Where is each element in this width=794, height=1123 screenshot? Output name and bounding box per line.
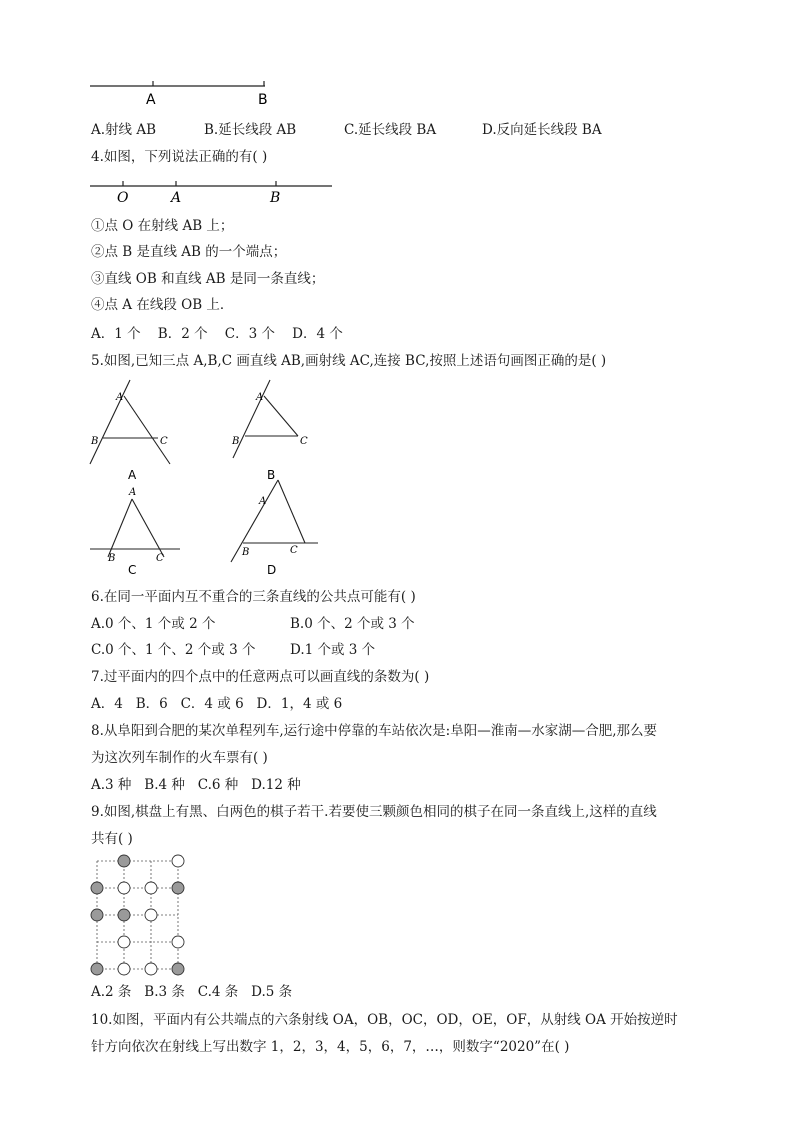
- q5-a-label-a: A: [116, 392, 124, 403]
- q5-a-label-c: C: [160, 436, 168, 447]
- q4-line-figure: [90, 180, 340, 206]
- q4-label-a: A: [171, 190, 182, 206]
- q5-figure-d: [228, 480, 328, 580]
- q4-label-b: B: [270, 190, 281, 206]
- q8-stem-line1: 8.从阜阳到合肥的某次单程列车,运行途中停靠的车站依次是:阜阳—淮南—水家湖—合肥,那么要: [91, 723, 658, 739]
- q3-label-b: B: [258, 92, 268, 108]
- q9-chessboard-figure: [90, 853, 190, 975]
- q10-stem-line2: 针方向依次在射线上写出数字 1，2，3，4，5，6，7，…，则数字“2020”在( ): [91, 1039, 570, 1055]
- q4-statement-2: ②点 B 是直线 AB 的一个端点；: [91, 244, 287, 260]
- q5-b-label-c: C: [300, 436, 308, 447]
- q4-stem: 4.如图，下列说法正确的有( ): [91, 149, 268, 165]
- black-stone: [172, 963, 184, 975]
- black-stone: [118, 909, 130, 921]
- white-stone: [172, 936, 184, 948]
- q6-option-b: B.0 个、2 个或 3 个: [290, 616, 415, 632]
- q4-statement-3: ③直线 OB 和直线 AB 是同一条直线；: [91, 271, 325, 287]
- q6-stem: 6.在同一平面内互不重合的三条直线的公共点可能有( ): [91, 589, 416, 605]
- q5-c-label-b: B: [108, 553, 116, 564]
- q5-c-label-c: C: [156, 553, 164, 564]
- q5-figure-c: [88, 487, 188, 595]
- q10-stem-line1: 10.如图，平面内有公共端点的六条射线 OA，OB，OC，OD，OE，OF，从射线 OA 开始按逆时: [91, 1012, 678, 1028]
- q4-statement-1: ①点 O 在射线 AB 上；: [91, 218, 234, 234]
- q5-figure-a: [88, 380, 188, 485]
- q4-statement-4: ④点 A 在线段 OB 上．: [91, 297, 234, 313]
- black-stone: [118, 855, 130, 867]
- white-stone: [118, 963, 130, 975]
- q7-options: A．4 B．6 C．4 或 6 D．1，4 或 6: [91, 696, 343, 712]
- q6-option-c: C.0 个、1 个、2 个或 3 个: [91, 642, 256, 658]
- q5-figure-b: [228, 380, 328, 485]
- q5-c-caption: C: [128, 563, 137, 577]
- q6-option-a: A.0 个、1 个或 2 个: [91, 616, 216, 632]
- q7-stem: 7.过平面内的四个点中的任意两点可以画直线的条数为( ): [91, 669, 430, 685]
- q5-d-label-b: B: [242, 547, 250, 558]
- black-stone: [91, 909, 103, 921]
- white-stone: [172, 855, 184, 867]
- q3-option-a: A.射线 AB: [91, 122, 157, 138]
- q3-segment-figure: [90, 78, 280, 110]
- q5-a-caption: A: [128, 468, 137, 482]
- q9-options: A.2 条 B.3 条 C.4 条 D.5 条: [91, 984, 293, 1000]
- white-stone: [145, 909, 157, 921]
- white-stone: [145, 963, 157, 975]
- q5-a-label-b: B: [91, 436, 99, 447]
- black-stone: [91, 963, 103, 975]
- q3-option-c: C.延长线段 BA: [344, 122, 437, 138]
- black-stone: [172, 882, 184, 894]
- q5-b-caption: B: [267, 468, 276, 482]
- q5-b-label-a: A: [256, 392, 264, 403]
- q3-option-b: B.延长线段 AB: [204, 122, 297, 138]
- q3-label-a: A: [146, 92, 156, 108]
- white-stone: [145, 882, 157, 894]
- q5-d-label-c: C: [290, 545, 298, 556]
- q9-stem-line2: 共有( ): [91, 831, 133, 847]
- q6-option-d: D.1 个或 3 个: [290, 642, 376, 658]
- q8-options: A.3 种 B.4 种 C.6 种 D.12 种: [91, 777, 301, 793]
- q9-stem-line1: 9.如图,棋盘上有黑、白两色的棋子若干.若要使三颗颜色相同的棋子在同一条直线上,这样的直线: [91, 804, 657, 820]
- white-stone: [118, 936, 130, 948]
- q5-stem: 5.如图,已知三点 A,B,C 画直线 AB,画射线 AC,连接 BC,按照上述语句画图正确的是( ): [91, 353, 607, 369]
- q5-c-label-a: A: [129, 487, 137, 498]
- q8-stem-line2: 为这次列车制作的火车票有( ): [91, 750, 268, 766]
- q4-label-o: O: [117, 190, 129, 206]
- q5-d-caption: D: [267, 563, 277, 577]
- q3-option-d: D.反向延长线段 BA: [482, 122, 602, 138]
- black-stone: [91, 882, 103, 894]
- q5-b-label-b: B: [232, 436, 240, 447]
- q5-d-label-a: A: [259, 496, 267, 507]
- q4-options: A．1 个 B．2 个 C．3 个 D．4 个: [91, 326, 343, 342]
- white-stone: [118, 882, 130, 894]
